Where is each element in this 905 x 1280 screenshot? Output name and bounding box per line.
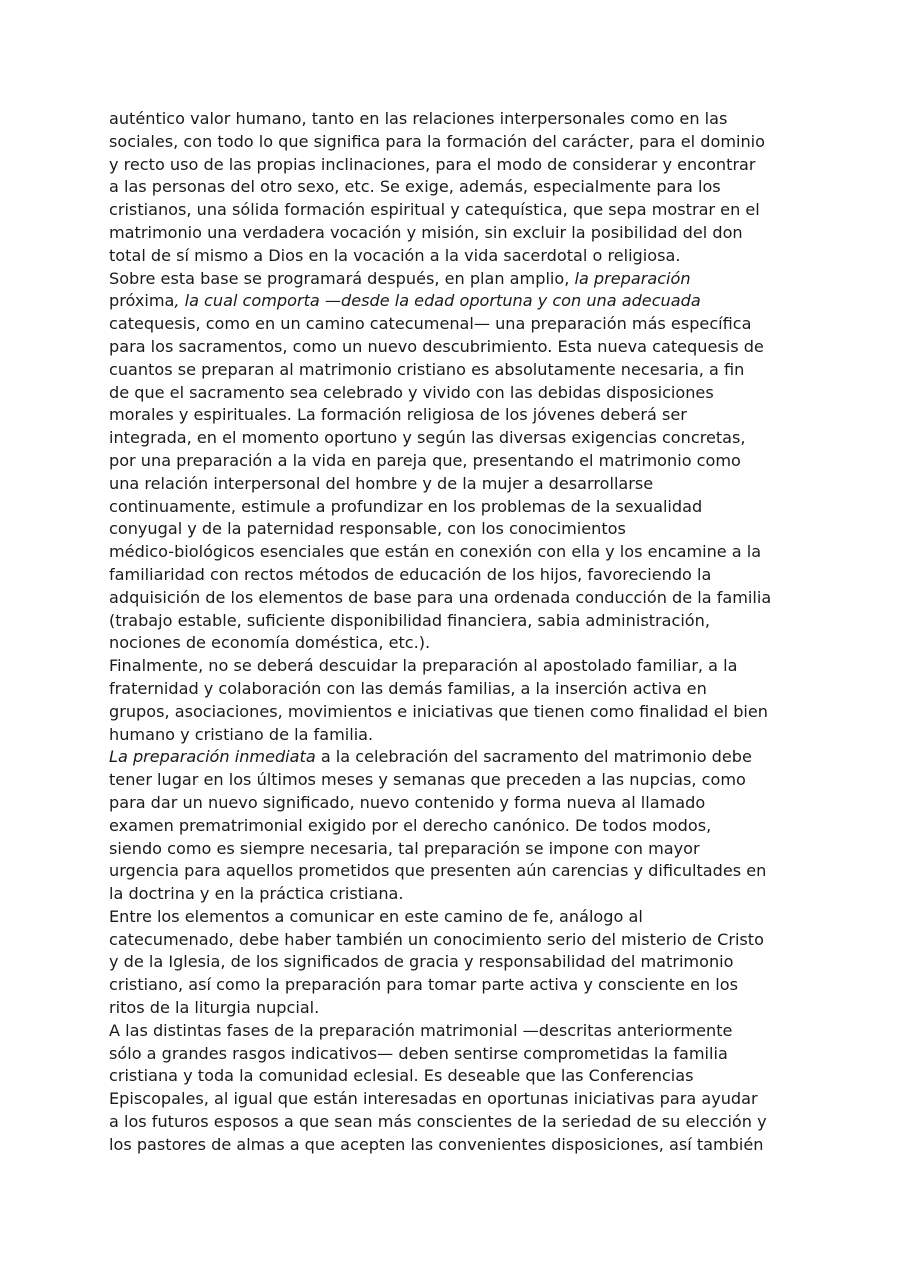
text-line (109, 792, 809, 815)
document-page (109, 108, 809, 1157)
text-segment: auténtico valor humano, tanto en las relaciones interpersonales como en las (109, 109, 728, 128)
text-segment: cristianos, una sólida formación espiritual y catequística, que sepa mostrar en el (109, 200, 760, 220)
italic-text: la preparación (574, 268, 691, 288)
italic-text: La preparación inmediata (109, 747, 316, 767)
text-segment: fraternidad y colaboración con las demás familias, a la inserción activa en (109, 678, 707, 698)
text-line (109, 838, 809, 861)
text-segment: y de la Iglesia, de los significados de gracia y responsabilidad del matrimonio (109, 952, 734, 972)
text-segment: total de sí mismo a Dios en la vocación a la vida sacerdotal o religiosa. (109, 245, 681, 265)
text-line (109, 404, 809, 427)
text-line (109, 815, 809, 838)
text-line (109, 313, 809, 336)
text-segment: tener lugar en los últimos meses y semanas que preceden a las nupcias, como (109, 770, 746, 790)
text-segment: Sobre esta base se programará después, en plan amplio, (109, 268, 575, 288)
text-line (109, 746, 809, 769)
text-line (109, 997, 809, 1020)
paragraph (109, 746, 809, 906)
text-line (109, 1043, 809, 1066)
text-line (109, 610, 809, 633)
text-segment: a los futuros esposos a que sean más conscientes de la seriedad de su elección y (109, 1112, 767, 1132)
paragraph (109, 1020, 809, 1157)
text-line (109, 1065, 809, 1088)
text-segment: cristiano, así como la preparación para tomar parte activa y consciente en los (109, 975, 738, 995)
text-line (109, 929, 809, 952)
text-line (109, 427, 809, 450)
text-segment: matrimonio una verdadera vocación y misión, sin excluir la posibilidad del don (109, 222, 743, 242)
text-line (109, 860, 809, 883)
text-segment: integrada, en el momento oportuno y según las diversas exigencias concretas, (109, 428, 746, 448)
paragraph (109, 906, 809, 1020)
text-line (109, 769, 809, 792)
text-line (109, 382, 809, 405)
text-line (109, 1111, 809, 1134)
text-line (109, 655, 809, 678)
text-line (109, 951, 809, 974)
text-line (109, 632, 809, 655)
text-segment: adquisición de los elementos de base para una ordenada conducción de la familia (109, 587, 772, 607)
text-line (109, 496, 809, 519)
text-segment: y recto uso de las propias inclinaciones, para el modo de considerar y encontrar (109, 154, 756, 174)
text-segment: ritos de la liturgia nupcial. (109, 998, 320, 1018)
paragraph (109, 268, 809, 656)
text-segment: Finalmente, no se deberá descuidar la preparación al apostolado familiar, a la (109, 656, 738, 676)
paragraph (109, 108, 809, 268)
text-line (109, 450, 809, 473)
text-line (109, 473, 809, 496)
text-segment: catecumenado, debe haber también un conocimiento serio del misterio de Cristo (109, 929, 764, 949)
text-segment: (trabajo estable, suficiente disponibilidad financiera, sabia administración, (109, 610, 710, 630)
text-segment: urgencia para aquellos prometidos que presenten aún carencias y dificultades en (109, 861, 767, 881)
text-segment: para dar un nuevo significado, nuevo contenido y forma nueva al llamado (109, 792, 706, 812)
text-segment: los pastores de almas a que acepten las convenientes disposiciones, así también (109, 1134, 764, 1154)
text-segment: conyugal y de la paternidad responsable, con los conocimientos (109, 519, 626, 539)
text-segment: morales y espirituales. La formación religiosa de los jóvenes deberá ser (109, 405, 687, 425)
text-segment: próxima (109, 291, 175, 311)
text-segment: sociales, con todo lo que significa para la formación del carácter, para el dominio (109, 131, 766, 151)
text-line (109, 131, 809, 154)
text-line (109, 701, 809, 724)
text-line (109, 199, 809, 222)
text-line (109, 678, 809, 701)
paragraph (109, 655, 809, 746)
text-segment: Entre los elementos a comunicar en este camino de fe, análogo al (109, 906, 643, 926)
text-line (109, 724, 809, 747)
text-line (109, 564, 809, 587)
text-segment: la doctrina y en la práctica cristiana. (109, 884, 404, 904)
text-line (109, 587, 809, 610)
text-line (109, 974, 809, 997)
text-line (109, 222, 809, 245)
text-segment: humano y cristiano de la familia. (109, 724, 374, 744)
text-segment: a las personas del otro sexo, etc. Se exige, además, especialmente para los (109, 177, 721, 197)
text-segment: A las distintas fases de la preparación matrimonial —descritas anteriormente (109, 1020, 733, 1040)
text-line (109, 154, 809, 177)
text-segment: médico-biológicos esenciales que están en conexión con ella y los encamine a la (109, 542, 762, 562)
text-line (109, 245, 809, 268)
text-line (109, 290, 809, 313)
text-segment: cuantos se preparan al matrimonio cristiano es absolutamente necesaria, a fin (109, 359, 745, 379)
text-segment: Episcopales, al igual que están interesadas en oportunas iniciativas para ayudar (109, 1089, 758, 1109)
text-segment: de que el sacramento sea celebrado y vivido con las debidas disposiciones (109, 382, 714, 402)
text-segment: familiaridad con rectos métodos de educación de los hijos, favoreciendo la (109, 564, 712, 584)
text-segment: nociones de economía doméstica, etc.). (109, 633, 431, 653)
text-line (109, 108, 809, 131)
italic-text: , la cual comporta —desde la edad oportuna y con una adecuada (174, 291, 701, 311)
text-line (109, 906, 809, 929)
text-segment: catequesis, como en un camino catecumenal— una preparación más específica (109, 314, 752, 334)
text-line (109, 1088, 809, 1111)
text-line (109, 176, 809, 199)
text-line (109, 1020, 809, 1043)
text-line (109, 883, 809, 906)
text-line (109, 541, 809, 564)
text-line (109, 336, 809, 359)
text-line (109, 359, 809, 382)
text-segment: examen prematrimonial exigido por el derecho canónico. De todos modos, (109, 815, 712, 835)
text-segment: a la celebración del sacramento del matrimonio debe (315, 747, 752, 767)
text-line (109, 1134, 809, 1157)
text-segment: sólo a grandes rasgos indicativos— deben sentirse comprometidas la familia (109, 1043, 728, 1063)
text-line (109, 268, 809, 291)
text-segment: grupos, asociaciones, movimientos e iniciativas que tienen como finalidad el bien (109, 701, 769, 721)
text-segment: cristiana y toda la comunidad eclesial. Es deseable que las Conferencias (109, 1066, 694, 1086)
text-segment: siendo como es siempre necesaria, tal preparación se impone con mayor (109, 838, 700, 858)
text-segment: para los sacramentos, como un nuevo descubrimiento. Esta nueva catequesis de (109, 336, 764, 356)
text-segment: una relación interpersonal del hombre y de la mujer a desarrollarse (109, 473, 654, 493)
text-segment: continuamente, estimule a profundizar en los problemas de la sexualidad (109, 496, 703, 516)
text-segment: por una preparación a la vida en pareja que, presentando el matrimonio como (109, 450, 741, 470)
text-line (109, 518, 809, 541)
